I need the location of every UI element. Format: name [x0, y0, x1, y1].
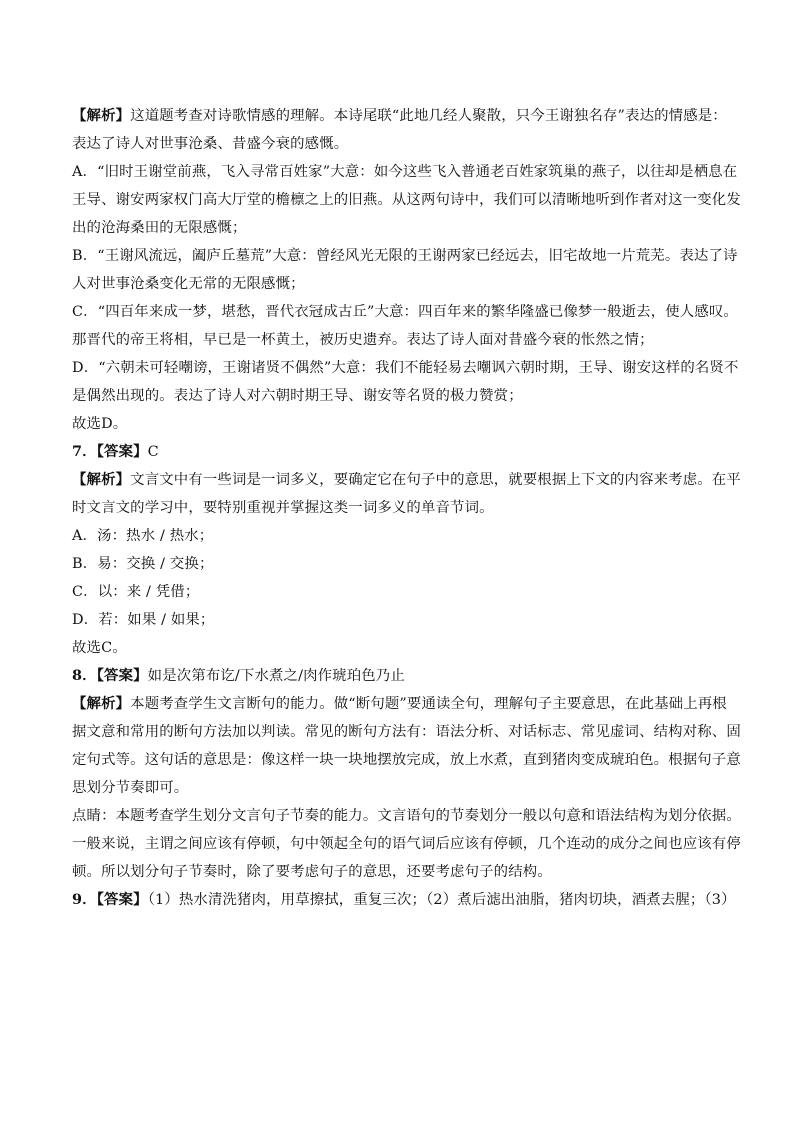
text-line	[72, 634, 724, 662]
answer-analysis-text	[72, 102, 741, 914]
text-line	[72, 802, 741, 830]
line-text: 如是次第布讫/下水煮之/肉作琥珀色乃止	[147, 668, 405, 684]
text-line	[72, 102, 727, 130]
line-text: 时文言文的学习中，要特别重视并掌握这类一词多义的单音节词。	[72, 500, 494, 516]
line-text: 是偶然出现的。表达了诗人对六朝时期王导、谢安等名贤的极力赞赏；	[72, 388, 523, 404]
text-line	[72, 746, 741, 774]
line-text: 定句式等。这句话的意思是：像这样一块一块地摆放完成，放上水煮，直到猪肉变成琥珀色。根据句子意	[72, 752, 741, 768]
section-label: 【解析】	[72, 107, 131, 124]
text-line	[72, 158, 738, 186]
text-line	[72, 718, 741, 746]
line-text: C	[147, 444, 159, 460]
text-line	[72, 830, 741, 858]
line-text: 文言文中有一些词是一词多义，要确定它在句子中的意思，就要根据上下文的内容来考虑。在平	[130, 472, 741, 488]
text-line	[72, 382, 724, 410]
line-text: 王导、谢安两家权门高大厅堂的檐檩之上的旧燕。从这两句诗中，我们可以清晰地听到作者对这一变化发	[72, 192, 741, 208]
text-line	[72, 886, 736, 914]
line-text: 人对世事沧桑变化无常的无限感慨；	[72, 276, 305, 292]
line-text: 故选D。	[72, 416, 128, 432]
text-line	[72, 606, 724, 634]
line-text: D．若：如果 / 如果；	[72, 612, 215, 628]
line-text: 顿。所以划分句子节奏时，除了要考虑句子的意思，还要考虑句子的结构。	[72, 864, 552, 880]
text-line	[72, 466, 741, 494]
text-line	[72, 242, 738, 270]
text-line	[72, 690, 727, 718]
section-label: 8．【答案】	[72, 667, 148, 684]
text-line	[72, 522, 724, 550]
line-text: D．“六朝未可轻嘲谤，王谢诸贤不偶然”大意：我们不能轻易去嘲讽六朝时期，王导、谢安这样的名贤不	[72, 360, 739, 376]
line-text: B．易：交换 / 交换；	[72, 556, 214, 572]
line-text: A．“旧时王谢堂前燕，飞入寻常百姓家”大意：如今这些飞入普通老百姓家筑巢的燕子，以往却是栖息在	[72, 164, 738, 180]
section-label: 【解析】	[72, 471, 131, 488]
section-label: 【解析】	[72, 695, 131, 712]
text-line	[72, 578, 724, 606]
line-text: 点睛：本题考查学生划分文言句子节奏的能力。文言语句的节奏划分一般以句意和语法结构为划分依据。	[72, 808, 741, 824]
text-line	[72, 130, 724, 158]
line-text: 本题考查学生文言断句的能力。做“断句题”要通读全句，理解句子主要意思，在此基础上再根	[130, 696, 727, 712]
section-label: 9．【答案】	[72, 891, 148, 908]
line-text: B．“王谢风流远，阖庐丘墓荒”大意：曾经风光无限的王谢两家已经远去，旧宅故地一片荒芜。表达了诗	[72, 248, 738, 264]
line-text: 故选C。	[72, 640, 127, 656]
text-line	[72, 494, 724, 522]
section-label: 7．【答案】	[72, 443, 148, 460]
text-line	[72, 270, 724, 298]
text-line	[72, 410, 724, 438]
line-text: 那晋代的帝王将相，早已是一杯黄土，被历史遗弃。表达了诗人面对昔盛今衰的怅然之情；	[72, 332, 654, 348]
line-text: A．汤：热水 / 热水；	[72, 528, 214, 544]
line-text: 出的沧海桑田的无限感慨；	[72, 220, 247, 236]
line-text: 表达了诗人对世事沧桑、昔盛今衰的感慨。	[72, 136, 349, 152]
line-text: C．“四百年来成一梦，堪愁，晋代衣冠成古丘”大意：四百年来的繁华隆盛已像梦一般逝去，使人感叹。	[72, 304, 738, 320]
text-line	[72, 858, 724, 886]
text-line	[72, 662, 724, 690]
line-text: 这道题考查对诗歌情感的理解。本诗尾联“此地几经人聚散，只今王谢独名存”表达的情感是：	[130, 108, 727, 124]
text-line	[72, 774, 724, 802]
line-text: C．以：来 / 凭借；	[72, 584, 200, 600]
text-line	[72, 186, 741, 214]
text-line	[72, 214, 724, 242]
text-line	[72, 354, 739, 382]
line-text: 思划分节奏即可。	[72, 780, 189, 796]
line-text: （1）热水清洗猪肉，用草擦拭，重复三次；（2）煮后滤出油脂，猪肉切块，酒煮去腥；（3）	[147, 892, 736, 908]
line-text: 一般来说，主谓之间应该有停顿，句中领起全句的语气词后应该有停顿，几个连动的成分之间也应该有停	[72, 836, 741, 852]
text-line	[72, 438, 724, 466]
text-line	[72, 298, 738, 326]
line-text: 据文意和常用的断句方法加以判读。常见的断句方法有：语法分析、对话标志、常见虚词、结构对称、固	[72, 724, 741, 740]
text-line	[72, 550, 724, 578]
text-line	[72, 326, 724, 354]
